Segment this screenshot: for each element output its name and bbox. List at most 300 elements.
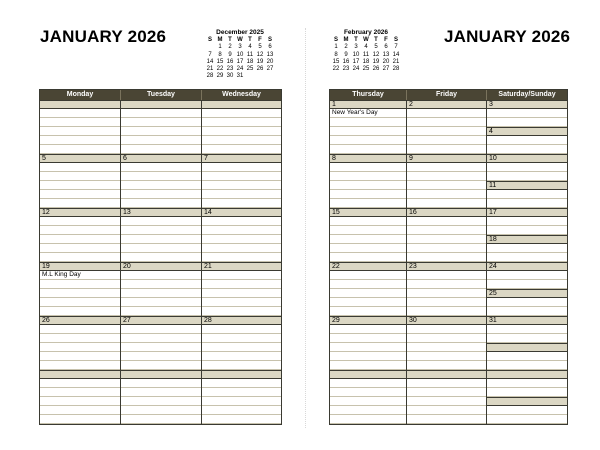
note-line[interactable] [40,136,120,145]
holiday-note[interactable] [121,271,201,280]
day-cell[interactable] [407,316,487,370]
note-line[interactable] [330,334,406,343]
note-line[interactable] [121,127,201,136]
note-line[interactable] [407,334,486,343]
note-line[interactable] [330,298,406,307]
day-cell[interactable] [202,100,281,154]
note-line[interactable] [487,244,567,253]
mini-day: 21 [206,66,214,73]
page-title: JANUARY 2026 [40,27,167,46]
day-number: 22 [330,262,406,271]
note-line[interactable] [40,406,120,415]
mini-day: 7 [394,44,398,51]
note-line[interactable] [121,361,201,370]
note-line[interactable] [121,172,201,181]
note-line[interactable] [487,199,567,208]
day-cell[interactable] [121,370,202,424]
day-cell[interactable] [202,316,281,370]
day-number: 30 [407,316,486,325]
note-line[interactable] [487,190,567,199]
note-line[interactable] [202,181,281,190]
note-line[interactable] [40,388,120,397]
day-number: 5 [40,154,120,163]
note-line[interactable] [487,163,567,172]
note-line[interactable] [40,244,120,253]
note-line[interactable] [40,298,120,307]
note-line[interactable] [407,145,486,154]
day-number: 4 [487,127,567,136]
note-line[interactable] [407,136,486,145]
note-line[interactable] [407,127,486,136]
holiday-note[interactable] [407,379,486,388]
note-line[interactable] [40,118,120,127]
day-number [487,370,567,379]
day-number: 21 [202,262,281,271]
note-line[interactable] [330,235,406,244]
mini-day: 13 [382,51,390,58]
holiday-note[interactable] [330,271,406,280]
note-line[interactable] [202,253,281,262]
note-line[interactable] [202,244,281,253]
note-line[interactable] [407,199,486,208]
note-line[interactable] [121,298,201,307]
note-line[interactable] [202,352,281,361]
note-line[interactable] [487,172,567,181]
weekday-header: Wednesday [222,91,261,98]
mini-weekday-label: S [207,37,212,44]
day-number [330,370,406,379]
mini-calendar-title: December 2025 [216,29,264,36]
note-line[interactable] [330,199,406,208]
mini-day: 1 [334,44,338,51]
note-line[interactable] [487,325,567,334]
note-line[interactable] [330,145,406,154]
note-line[interactable] [407,280,486,289]
holiday-note[interactable] [40,325,120,334]
day-number: 2 [407,100,486,109]
note-line[interactable] [40,289,120,298]
day-cell[interactable] [40,316,121,370]
day-number: 1 [330,100,406,109]
note-line[interactable] [121,244,201,253]
note-line[interactable] [330,307,406,316]
day-number: 12 [40,208,120,217]
day-number [121,100,201,109]
note-line[interactable] [40,397,120,406]
note-line[interactable] [487,298,567,307]
holiday-note[interactable] [202,217,281,226]
day-number: 11 [487,181,567,190]
note-line[interactable] [407,352,486,361]
mini-day: 11 [362,51,370,58]
note-line[interactable] [330,361,406,370]
holiday-note[interactable] [407,325,486,334]
note-line[interactable] [202,199,281,208]
holiday-note[interactable] [121,217,201,226]
note-line[interactable] [121,334,201,343]
note-line[interactable] [330,397,406,406]
holiday-note[interactable] [330,379,406,388]
note-line[interactable] [121,397,201,406]
mini-day: 7 [208,51,212,58]
note-line[interactable] [330,181,406,190]
note-line[interactable] [121,415,201,424]
weekday-header: Friday [407,90,487,100]
holiday-note[interactable] [40,217,120,226]
mini-day: 16 [226,58,234,65]
note-line[interactable] [202,190,281,199]
holiday-note[interactable] [330,325,406,334]
note-line[interactable] [121,181,201,190]
note-line[interactable] [121,280,201,289]
weekday-header: Tuesday [121,90,202,100]
day-cell[interactable] [407,154,487,208]
note-line[interactable] [407,298,486,307]
mini-calendar-week [331,59,401,66]
day-cell[interactable] [40,262,121,316]
mini-day: 27 [382,66,390,73]
mini-day: 2 [344,44,348,51]
mini-day: 30 [226,73,234,80]
note-line[interactable] [40,190,120,199]
note-line[interactable] [407,307,486,316]
week-row [40,316,281,370]
holiday-note[interactable] [407,271,486,280]
mini-weekday-label: T [374,37,378,44]
mini-day: 21 [392,58,400,65]
note-line[interactable] [202,145,281,154]
note-line[interactable] [121,388,201,397]
mini-day: 12 [372,51,380,58]
note-line[interactable] [40,145,120,154]
mini-calendar-days [331,44,401,73]
mini-weekday-label: F [384,37,388,44]
note-line[interactable] [121,343,201,352]
note-line[interactable] [330,406,406,415]
note-line[interactable] [121,307,201,316]
day-number [202,370,281,379]
note-line[interactable] [487,334,567,343]
mini-weekday-label: S [393,37,398,44]
day-cell[interactable] [487,154,567,208]
note-line[interactable] [40,127,120,136]
day-cell[interactable] [202,262,281,316]
note-line[interactable] [121,136,201,145]
day-number: 28 [202,316,281,325]
note-line[interactable] [121,199,201,208]
holiday-note[interactable]: M.L King Day [40,271,120,280]
week-row [330,316,567,370]
day-cell[interactable] [487,316,567,370]
note-line[interactable] [487,352,567,361]
note-line[interactable] [40,361,120,370]
note-line[interactable] [40,253,120,262]
day-number [40,370,120,379]
note-line[interactable] [121,235,201,244]
mini-calendar-week [205,66,275,73]
note-line[interactable] [202,298,281,307]
note-line[interactable] [407,388,486,397]
note-line[interactable] [330,253,406,262]
mini-calendar-week [205,73,275,80]
note-line[interactable] [407,253,486,262]
day-number: 29 [330,316,406,325]
mini-day: 24 [236,66,244,73]
note-line[interactable] [121,253,201,262]
day-cell[interactable] [487,370,567,424]
note-line[interactable] [330,127,406,136]
note-line[interactable] [121,289,201,298]
note-line[interactable] [487,118,567,127]
note-line[interactable] [407,343,486,352]
note-line[interactable] [330,244,406,253]
note-line[interactable] [330,226,406,235]
note-line[interactable] [121,190,201,199]
day-cell[interactable] [330,262,407,316]
note-line[interactable] [487,253,567,262]
mini-weekday-label: F [258,37,262,44]
day-number: 6 [121,154,201,163]
mini-day: 6 [384,44,388,51]
mini-calendar-week [205,52,275,59]
holiday-note[interactable] [121,163,201,172]
note-line[interactable] [40,199,120,208]
note-line[interactable] [407,289,486,298]
day-cell[interactable] [40,370,121,424]
mini-weekday-label: W [237,37,243,44]
note-line[interactable] [407,361,486,370]
holiday-note[interactable] [407,109,486,118]
note-line[interactable] [487,109,567,118]
day-number: 20 [121,262,201,271]
note-line[interactable] [330,289,406,298]
day-number [407,370,486,379]
note-line[interactable] [330,415,406,424]
mini-day: 1 [218,44,222,51]
mini-day: 17 [236,58,244,65]
mini-calendar-weekdays [205,37,275,44]
holiday-note[interactable] [202,109,281,118]
note-line[interactable] [202,307,281,316]
mini-day: 15 [216,58,224,65]
mini-day: 17 [352,58,360,65]
note-line[interactable] [487,361,567,370]
note-line[interactable] [202,172,281,181]
day-cell[interactable] [121,100,202,154]
day-cell[interactable] [121,154,202,208]
day-cell[interactable] [202,370,281,424]
note-line[interactable] [487,415,567,424]
note-line[interactable] [121,406,201,415]
note-line[interactable] [407,397,486,406]
mini-day [265,73,275,80]
note-line[interactable] [330,172,406,181]
day-cell[interactable] [330,370,407,424]
note-line[interactable] [407,181,486,190]
mini-day: 16 [342,58,350,65]
note-line[interactable] [40,226,120,235]
day-number [487,343,567,352]
note-line[interactable] [40,172,120,181]
mini-day: 28 [392,66,400,73]
right-page [300,0,600,450]
mini-day: 5 [258,44,262,51]
note-line[interactable] [330,352,406,361]
note-line[interactable] [330,388,406,397]
holiday-note[interactable] [121,379,201,388]
day-number [121,370,201,379]
note-line[interactable] [40,334,120,343]
day-cell[interactable] [121,208,202,262]
mini-calendar-week [331,66,401,73]
note-line[interactable] [40,235,120,244]
day-cell[interactable] [40,154,121,208]
day-cell[interactable] [407,370,487,424]
holiday-note[interactable] [40,163,120,172]
weekday-header: Monday [40,90,121,100]
mini-weekday-label: T [354,37,358,44]
note-line[interactable] [202,280,281,289]
weekday-header-row [40,90,281,100]
note-line[interactable] [202,226,281,235]
week-grid-right [329,89,568,425]
week-row [330,208,567,262]
day-number: 18 [487,235,567,244]
note-line[interactable] [202,343,281,352]
day-cell[interactable] [202,154,281,208]
note-line[interactable] [407,226,486,235]
mini-calendar-week [205,59,275,66]
note-line[interactable] [407,235,486,244]
note-line[interactable] [202,415,281,424]
day-cell[interactable] [40,100,121,154]
holiday-note[interactable] [202,271,281,280]
holiday-note[interactable] [121,109,201,118]
note-line[interactable] [121,118,201,127]
mini-day: 15 [332,58,340,65]
note-line[interactable] [407,415,486,424]
note-line[interactable] [202,289,281,298]
note-line[interactable] [121,226,201,235]
mini-day: 18 [246,58,254,65]
note-line[interactable] [487,145,567,154]
day-cell[interactable] [487,262,567,316]
note-line[interactable] [487,136,567,145]
note-line[interactable] [121,145,201,154]
holiday-note[interactable]: New Year's Day [330,109,406,118]
day-cell[interactable] [487,208,567,262]
holiday-note[interactable] [121,325,201,334]
holiday-note[interactable] [202,163,281,172]
note-line[interactable] [202,136,281,145]
day-number: 15 [330,208,406,217]
note-line[interactable] [487,406,567,415]
day-cell[interactable] [407,262,487,316]
mini-day: 3 [238,44,242,51]
note-line[interactable] [407,244,486,253]
note-line[interactable] [40,352,120,361]
note-line[interactable] [487,379,567,388]
day-cell[interactable] [407,208,487,262]
note-line[interactable] [487,271,567,280]
day-number: 8 [330,154,406,163]
holiday-note[interactable] [407,163,486,172]
day-cell[interactable] [121,262,202,316]
note-line[interactable] [330,118,406,127]
note-line[interactable] [40,181,120,190]
note-line[interactable] [330,280,406,289]
mini-day: 29 [216,73,224,80]
note-line[interactable] [487,280,567,289]
week-row [40,100,281,154]
note-line[interactable] [202,127,281,136]
note-line[interactable] [407,406,486,415]
day-cell[interactable] [407,100,487,154]
holiday-note[interactable] [330,217,406,226]
day-cell[interactable] [330,100,407,154]
mini-day: 4 [364,44,368,51]
day-cell[interactable] [487,100,567,154]
day-cell[interactable] [330,316,407,370]
note-line[interactable] [487,226,567,235]
day-cell[interactable] [202,208,281,262]
note-line[interactable] [202,397,281,406]
day-cell[interactable] [330,208,407,262]
note-line[interactable] [330,343,406,352]
note-line[interactable] [202,235,281,244]
day-number [487,397,567,406]
mini-day: 3 [354,44,358,51]
holiday-note[interactable] [202,379,281,388]
note-line[interactable] [407,172,486,181]
note-line[interactable] [40,280,120,289]
note-line[interactable] [202,406,281,415]
day-cell[interactable] [121,316,202,370]
mini-calendar-weekdays [331,37,401,44]
note-line[interactable] [202,388,281,397]
week-row [40,208,281,262]
holiday-note[interactable] [407,217,486,226]
note-line[interactable] [121,352,201,361]
mini-day: 28 [206,73,214,80]
day-number [40,100,120,109]
holiday-note[interactable] [330,163,406,172]
note-line[interactable] [40,307,120,316]
note-line[interactable] [40,343,120,352]
day-cell[interactable] [330,154,407,208]
mini-calendar-week [331,52,401,59]
note-line[interactable] [407,118,486,127]
holiday-note[interactable] [202,325,281,334]
note-line[interactable] [487,388,567,397]
note-line[interactable] [202,361,281,370]
note-line[interactable] [330,136,406,145]
holiday-note[interactable] [40,109,120,118]
note-line[interactable] [487,217,567,226]
mini-day: 14 [392,51,400,58]
day-cell[interactable] [40,208,121,262]
note-line[interactable] [487,307,567,316]
note-line[interactable] [202,334,281,343]
note-line[interactable] [407,190,486,199]
note-line[interactable] [202,118,281,127]
holiday-note[interactable] [40,379,120,388]
mini-day: 12 [256,51,264,58]
note-line[interactable] [330,190,406,199]
note-line[interactable] [40,415,120,424]
mini-day: 27 [266,66,274,73]
day-number: 27 [121,316,201,325]
